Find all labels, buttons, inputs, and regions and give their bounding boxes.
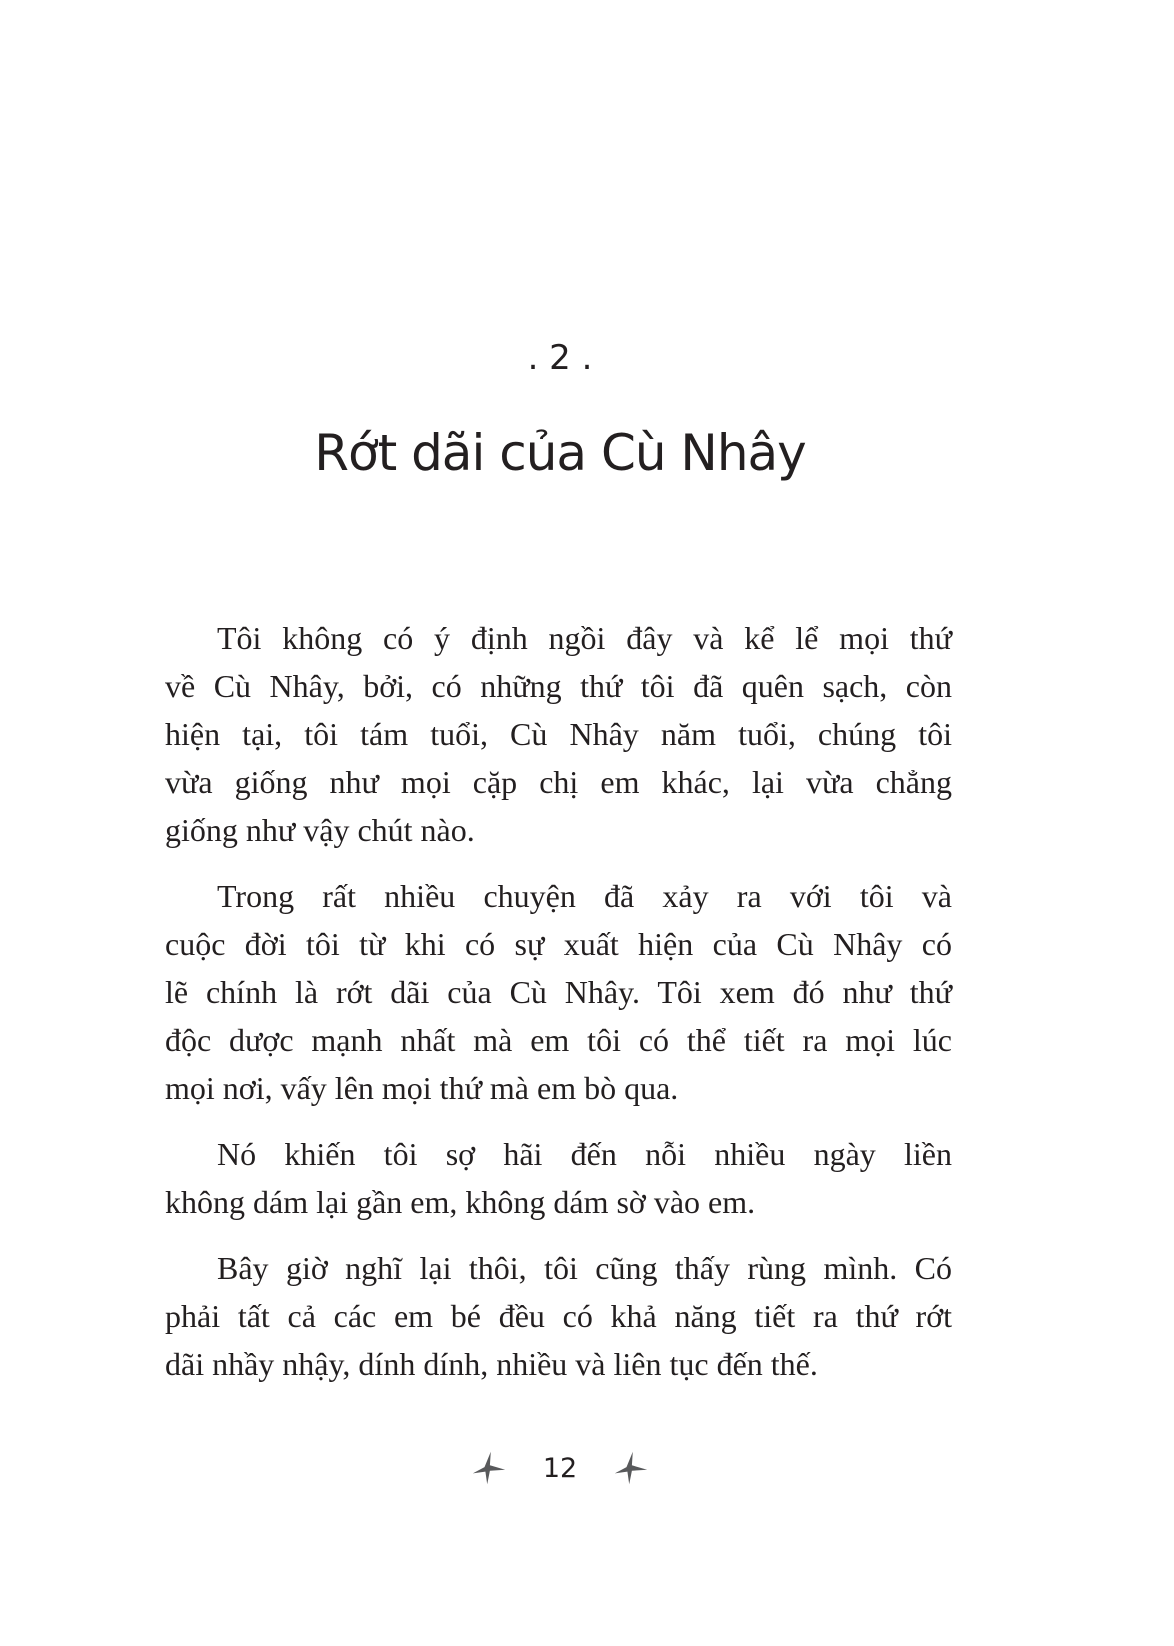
paragraph [165,1130,952,1226]
text-line: mọi nơi, vấy lên mọi thứ mà em bò qua. [165,1070,679,1106]
text-line: lẽ chính là rớt dãi của Cù Nhây. Tôi xem đó như thứ [165,974,952,1010]
paragraph [165,1244,952,1388]
chapter-number: . 2 . [527,338,593,378]
text-line: không dám lại gần em, không dám sờ vào em. [165,1184,756,1220]
page-number: 12 [542,1452,578,1484]
text-line: Nó khiến tôi sợ hãi đến nỗi nhiều ngày liền [217,1136,952,1172]
text-line: Bây giờ nghĩ lại thôi, tôi cũng thấy rùng mình. Có [217,1250,952,1286]
text-line: Tôi không có ý định ngồi đây và kể lể mọi thứ [217,620,952,656]
star-icon [471,1450,507,1486]
text-line: dãi nhầy nhậy, dính dính, nhiều và liên tục đến thế. [165,1346,818,1382]
star-icon [613,1450,649,1486]
page-footer [0,1450,1120,1486]
text-line: Trong rất nhiều chuyện đã xảy ra với tôi và [217,878,952,914]
text-line: về Cù Nhây, bởi, có những thứ tôi đã quên sạch, còn [165,668,952,704]
paragraph [165,872,952,1112]
text-line: cuộc đời tôi từ khi có sự xuất hiện của Cù Nhây có [165,926,952,962]
text-line: hiện tại, tôi tám tuổi, Cù Nhây năm tuổi, chúng tôi [165,716,952,752]
text-line: giống như vậy chút nào. [165,812,475,848]
paragraph [165,614,952,854]
text-line: vừa giống như mọi cặp chị em khác, lại vừa chẳng [165,764,952,800]
text-line: phải tất cả các em bé đều có khả năng tiết ra thứ rớt [165,1298,952,1334]
body-text [165,614,952,1406]
text-line: độc dược mạnh nhất mà em tôi có thể tiết ra mọi lúc [165,1022,952,1058]
chapter-title: Rớt dãi của Cù Nhây [314,424,806,482]
